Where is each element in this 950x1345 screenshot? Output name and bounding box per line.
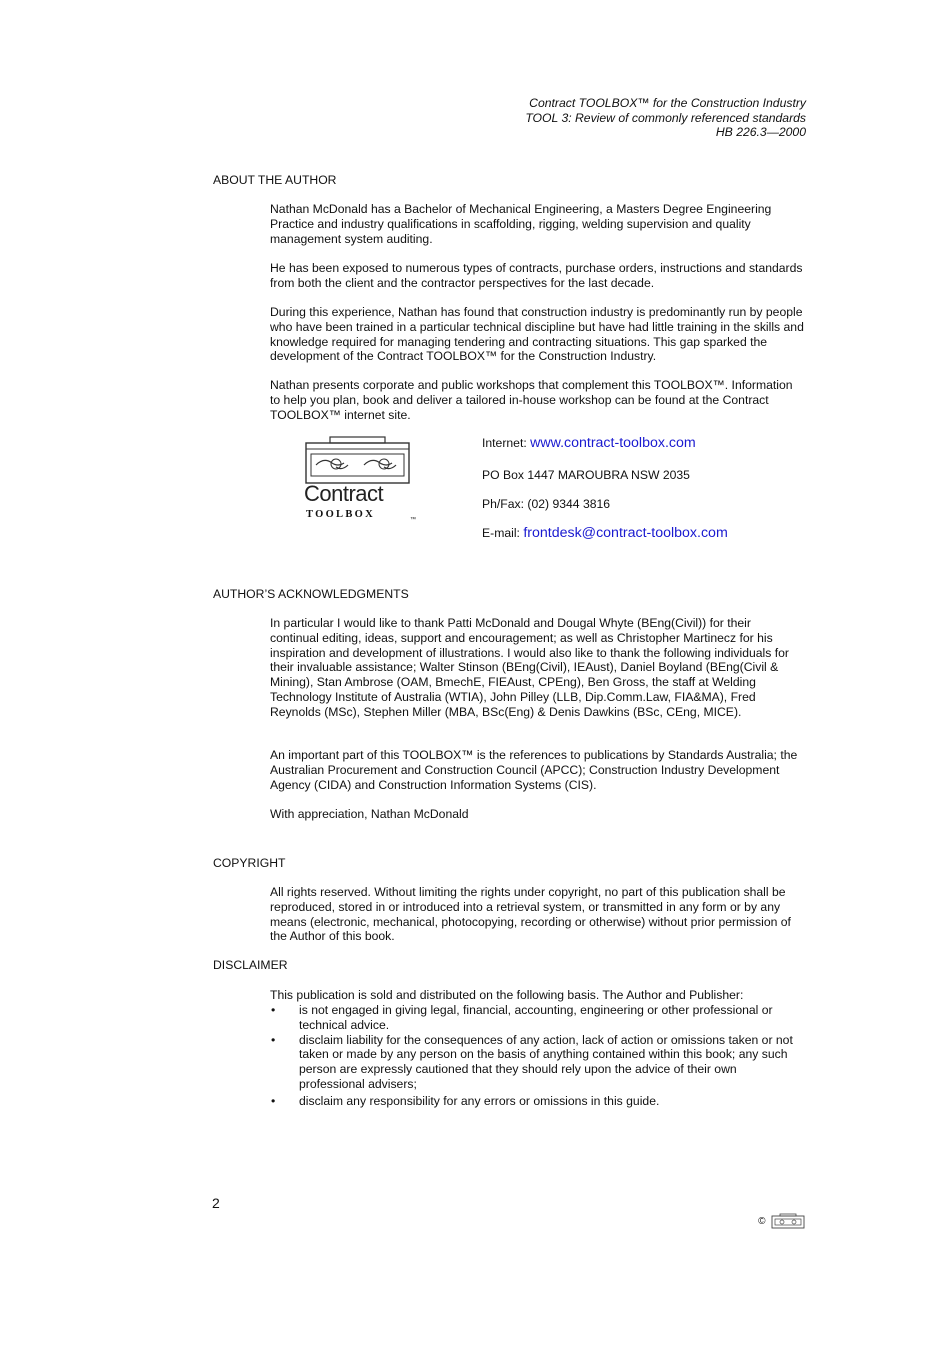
about-paragraph-2: He has been exposed to numerous types of contracts, purchase orders, instructions and standards from both the client and the contractor perspectives for the last decade. — [270, 261, 803, 290]
about-paragraph-4: Nathan presents corporate and public workshops that complement this TOOLBOX™. Information to help you plan, book and deliver a tailored in-house workshop can be found at the Contract TOOLBOX™ internet site. — [270, 378, 793, 422]
small-toolbox-icon — [770, 1213, 806, 1229]
header-line-2: TOOL 3: Review of commonly referenced standards — [525, 110, 806, 125]
disclaimer-intro: This publication is sold and distributed on the following basis. The Author and Publisher: — [270, 988, 744, 1002]
copyright-symbol: © — [758, 1216, 766, 1227]
about-paragraph-1: Nathan McDonald has a Bachelor of Mechanical Engineering, a Masters Degree Engineering Practice and industry qualifications in scaffolding, rigging, welding supervision and quality management system auditing. — [270, 202, 772, 246]
running-header — [525, 96, 806, 140]
list-item: • disclaim any responsibility for any errors or omissions in this guide. — [271, 1093, 660, 1108]
acknowledgments-paragraph-1: In particular I would like to thank Patti McDonald and Dougal Whyte (BEng(Civil)) for their continual editing, ideas, support and encouragement; as well as Christopher Martinecz for his inspiration and development of illustrations. I would also like to thank the following individuals for their invaluable assistance; Walter Stinson (BEng(Civil), IEAust), Daniel Boyland (BEng(Civil & Mining), Stan Ambrose (OAM, BmechE, FIEAust, CPEng), Ben Gross, the staff at Welding Technology Institute of Australia (WTIA), John Pilley (LLB, Dip.Comm.Law, FIA&MA), Fred Reynolds (MSc), Stephen Miller (MBA, BSc(Eng) & Denis Dawkins (BSc, CEng, MICE). — [270, 616, 789, 719]
page-number: 2 — [212, 1195, 220, 1211]
acknowledgments-paragraph-2: An important part of this TOOLBOX™ is the references to publications by Standards Australia; the Australian Procurement and Construction Council (APCC); Construction Industry Development Agency (CIDA) and Construction Information Systems (CIS). — [270, 748, 798, 792]
acknowledgments-signoff: With appreciation, Nathan McDonald — [270, 807, 469, 821]
phone-fax-line: Ph/Fax: (02) 9344 3816 — [482, 497, 611, 511]
copyright-heading: COPYRIGHT — [213, 856, 286, 870]
email-label: E-mail: — [482, 526, 524, 540]
email-link[interactable]: frontdesk@contract-toolbox.com — [523, 525, 728, 541]
about-heading: ABOUT THE AUTHOR — [213, 173, 337, 187]
header-line-1: Contract TOOLBOX™ for the Construction Industry — [529, 96, 806, 110]
copyright-paragraph: All rights reserved. Without limiting the rights under copyright, no part of this publication shall be reproduced, stored in or introduced into a retrieval system, or transmitted in any form or by any means (electronic, mechanical, photocopying, recording or otherwise) without prior permission of the Author of this book. — [270, 885, 791, 944]
website-link[interactable]: www.contract-toolbox.com — [530, 435, 696, 451]
footer-copyright-mark — [758, 1213, 808, 1231]
list-item: • disclaim liability for the consequences of any action, lack of action or omissions taken or not taken or made by any person on the basis of anything contained within this book; any such person are expressly cautioned that they should rely upon the advice of their own professional advisers; — [271, 1032, 793, 1091]
logo-trademark: ™ — [410, 517, 416, 523]
logo-word-contract: Contract — [304, 481, 384, 506]
disclaimer-list — [270, 1003, 798, 1109]
email-line — [482, 526, 728, 541]
acknowledgments-heading: AUTHOR’S ACKNOWLEDGMENTS — [213, 587, 409, 601]
contract-toolbox-logo — [300, 435, 425, 530]
po-box-line: PO Box 1447 MAROUBRA NSW 2035 — [482, 468, 690, 482]
list-item: • is not engaged in giving legal, financial, accounting, engineering or other professional or technical advice. — [271, 1003, 773, 1032]
about-paragraph-3: During this experience, Nathan has found that construction industry is predominantly run by people who have been trained in a particular technical discipline but have had little training in the skills and knowledge required for managing tendering and contracting situations. This gap sparked the development of the Contract TOOLBOX™ for the Construction Industry. — [270, 305, 804, 364]
disclaimer-heading: DISCLAIMER — [213, 958, 288, 972]
internet-line — [482, 436, 696, 451]
logo-word-toolbox: TOOLBOX — [306, 509, 376, 520]
header-line-3: HB 226.3—2000 — [715, 125, 806, 140]
internet-label: Internet: — [482, 436, 531, 450]
